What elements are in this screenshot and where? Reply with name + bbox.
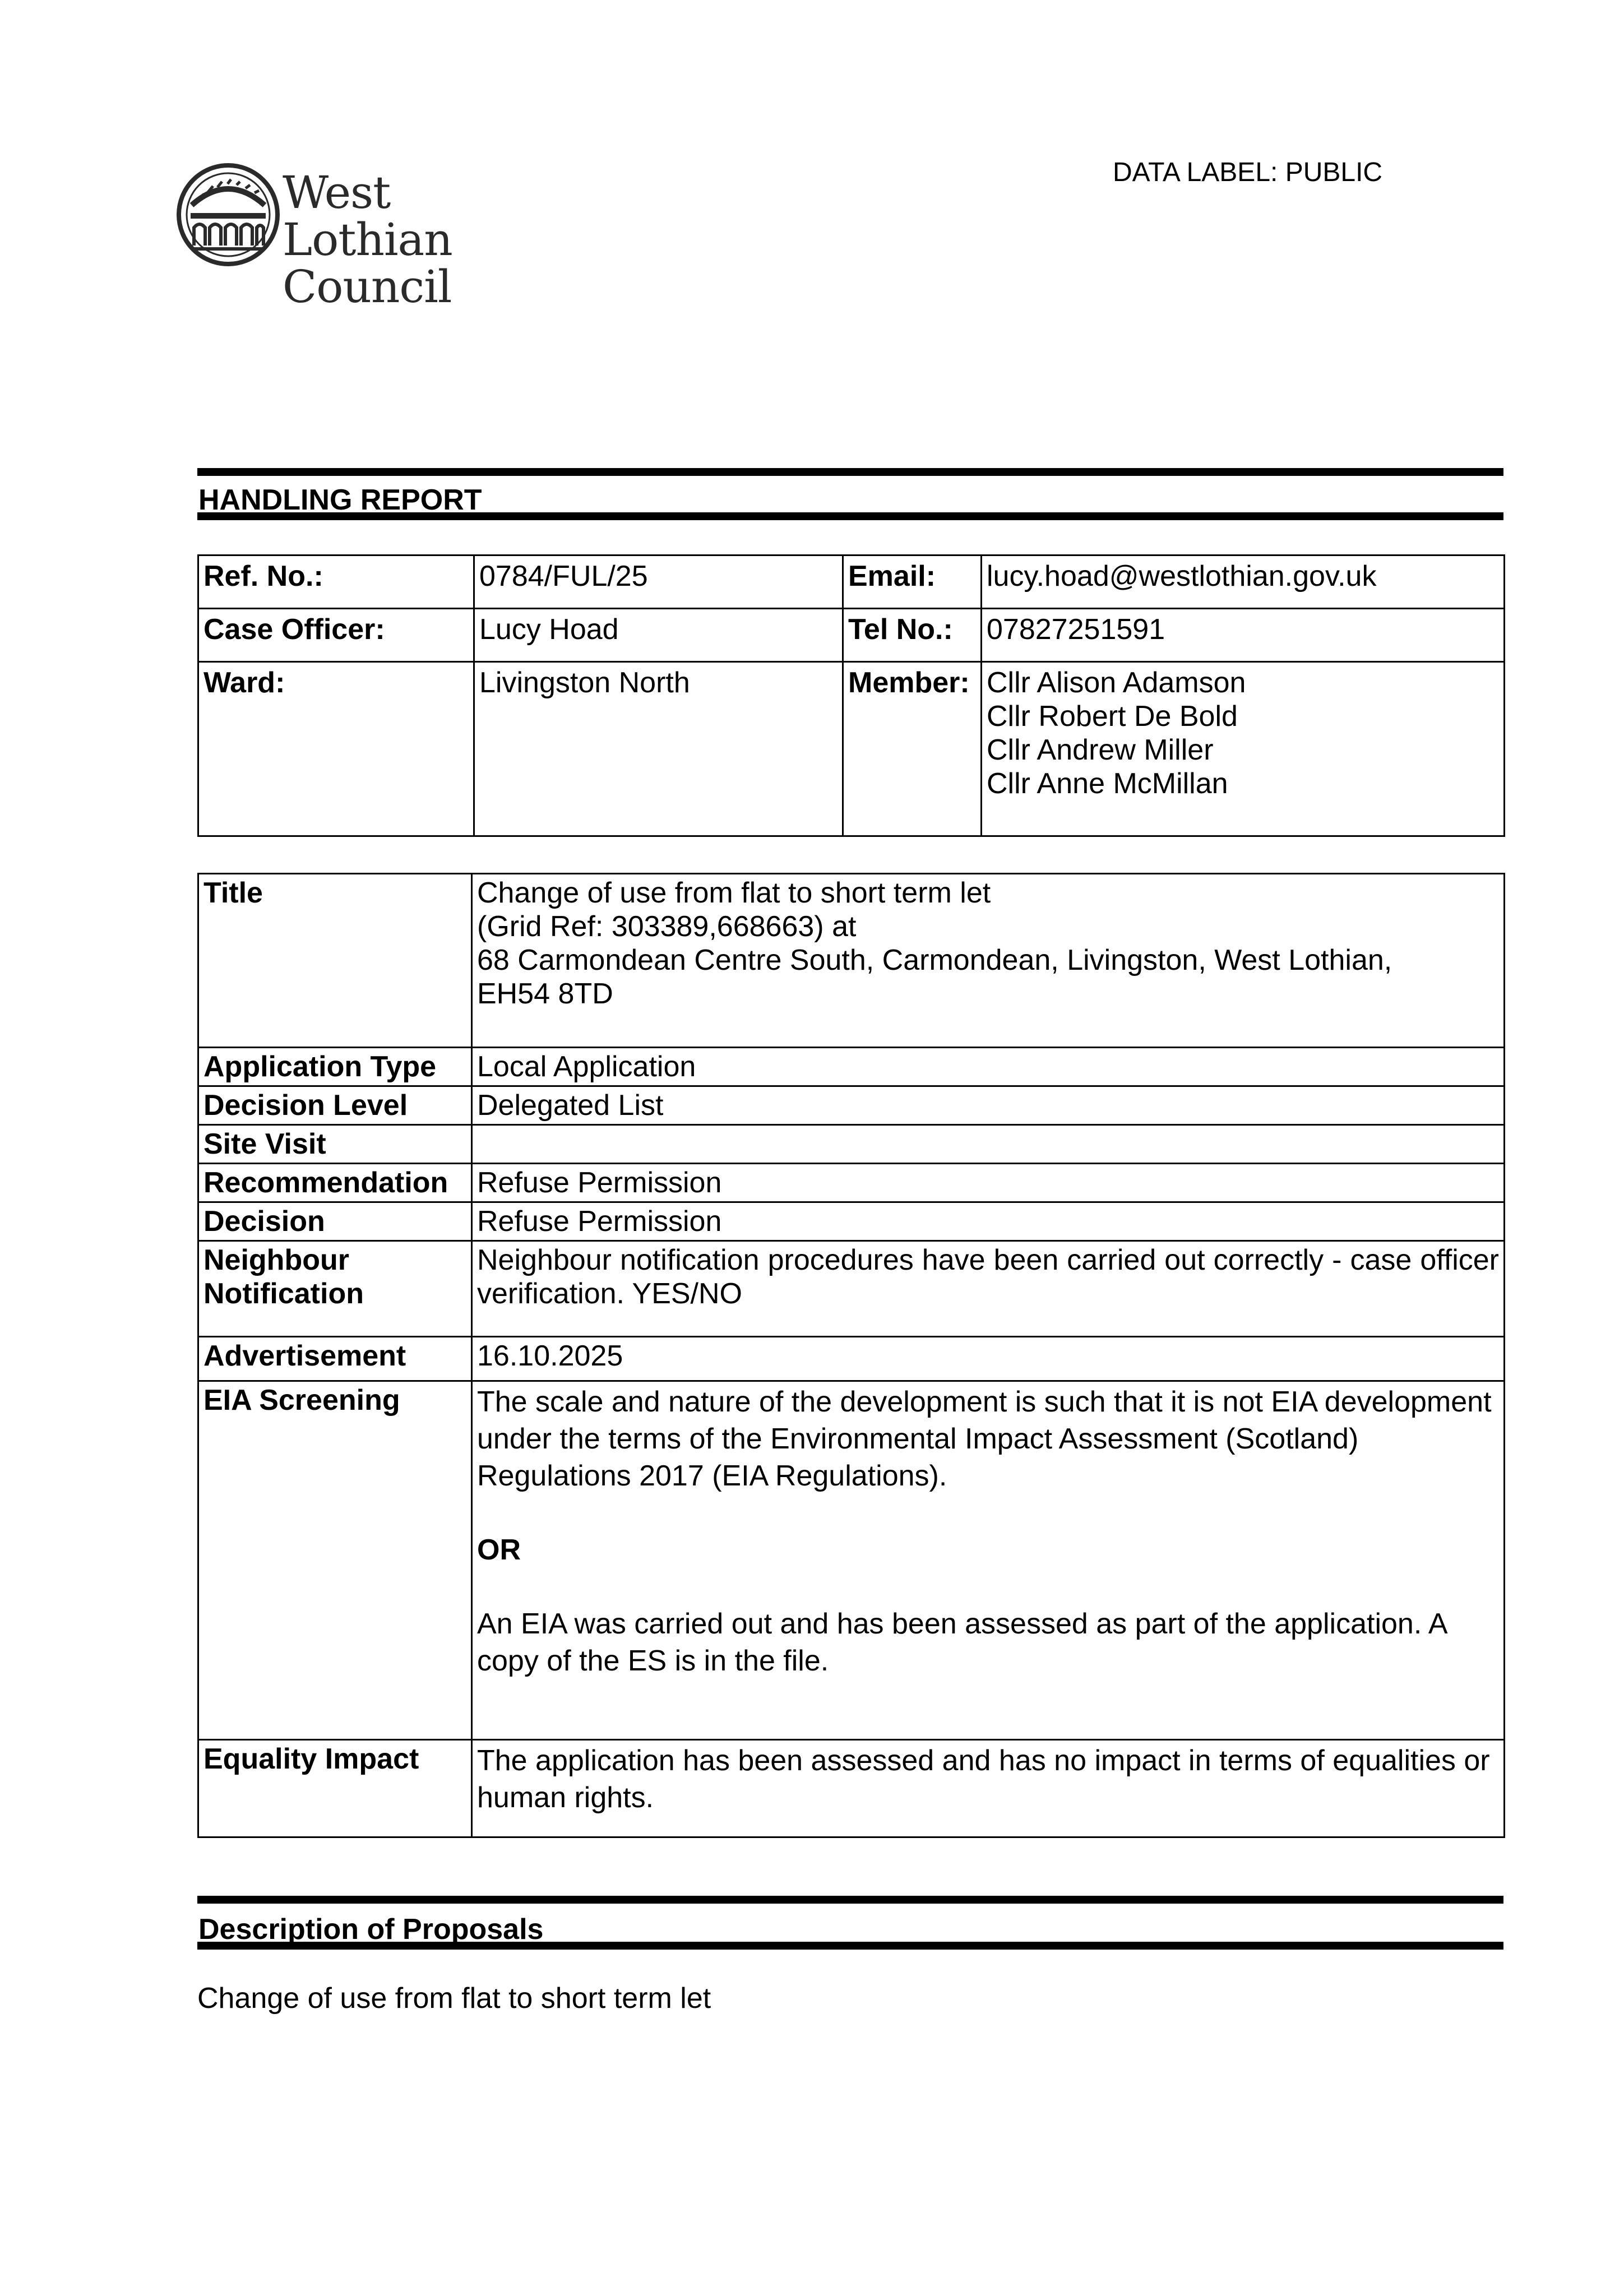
table-row [198, 1086, 1505, 1125]
eia-screening-value [472, 1381, 1505, 1740]
member-item: Cllr Alison Adamson [987, 666, 1246, 699]
neighbour-notification-label [198, 1241, 472, 1337]
application-type-value: Local Application [472, 1048, 1505, 1086]
viaduct-emblem-icon [175, 161, 281, 268]
email-value[interactable]: lucy.hoad@westlothian.gov.uk [982, 556, 1505, 609]
case-info-table [197, 554, 1505, 837]
table-row [198, 1048, 1505, 1086]
logo-line-2: Council [283, 261, 452, 313]
council-logo [175, 161, 556, 313]
recommendation-value: Refuse Permission [472, 1164, 1505, 1202]
title-value [472, 874, 1505, 1048]
description-text: Change of use from flat to short term let [197, 1982, 711, 2015]
description-heading: Description of Proposals [198, 1913, 544, 1946]
table-row [198, 1202, 1505, 1241]
decision-level-value: Delegated List [472, 1086, 1505, 1125]
table-row [198, 1164, 1505, 1202]
council-logo-wordmark [283, 166, 556, 313]
equality-impact-value [472, 1740, 1505, 1837]
table-row [198, 1381, 1505, 1740]
table-row [198, 662, 1505, 836]
application-type-label: Application Type [198, 1048, 472, 1086]
eia-or: OR [477, 1534, 521, 1566]
eia-paragraph-2: An EIA was carried out and has been assessed as part of the application. A copy of the ES is in the file. [477, 1608, 1446, 1677]
table-row [198, 609, 1505, 662]
title-line: Change of use from flat to short term let [477, 877, 991, 909]
eia-screening-label: EIA Screening [198, 1381, 472, 1740]
advertisement-value: 16.10.2025 [472, 1337, 1505, 1381]
member-item: Cllr Andrew Miller [987, 734, 1214, 766]
decision-value: Refuse Permission [472, 1202, 1505, 1241]
title-line: 68 Carmondean Centre South, Carmondean, Livingston, West Lothian, [477, 944, 1392, 976]
table-row [198, 874, 1505, 1048]
title-line: (Grid Ref: 303389,668663) at [477, 910, 857, 943]
case-officer-label: Case Officer: [198, 609, 474, 662]
members-list [982, 662, 1505, 836]
eia-paragraph-1: The scale and nature of the development is such that it is not EIA development under the terms of the Environmental Impact Assessment (Scotland) Regulations 2017 (EIA Regulations). [477, 1386, 1492, 1492]
tel-label: Tel No.: [843, 609, 982, 662]
recommendation-label: Recommendation [198, 1164, 472, 1202]
site-visit-label: Site Visit [198, 1125, 472, 1164]
advertisement-label: Advertisement [198, 1337, 472, 1381]
logo-line-1: West Lothian [283, 166, 452, 266]
neighbour-notification-value: Neighbour notification procedures have been carried out correctly - case officer verification. YES/NO [472, 1241, 1505, 1337]
member-item: Cllr Anne McMillan [987, 767, 1228, 800]
title-line: EH54 8TD [477, 978, 613, 1010]
title-label: Title [198, 874, 472, 1048]
member-item: Cllr Robert De Bold [987, 700, 1238, 733]
ward-label: Ward: [198, 662, 474, 836]
table-row [198, 1740, 1505, 1837]
ward-value: Livingston North [474, 662, 843, 836]
handling-report-header [197, 468, 1503, 520]
equality-impact-text: The application has been assessed and has no impact in terms of equalities or human rights. [477, 1744, 1490, 1814]
description-header [197, 1896, 1503, 1950]
equality-impact-label: Equality Impact [198, 1740, 472, 1837]
ref-value: 0784/FUL/25 [474, 556, 843, 609]
handling-report-heading: HANDLING REPORT [198, 484, 482, 516]
case-officer-value: Lucy Hoad [474, 609, 843, 662]
table-row [198, 1241, 1505, 1337]
email-label: Email: [843, 556, 982, 609]
member-label: Member: [843, 662, 982, 836]
ref-label: Ref. No.: [198, 556, 474, 609]
application-details-table [197, 873, 1505, 1838]
table-row [198, 1337, 1505, 1381]
neighbour-label-line-1: Neighbour [203, 1244, 349, 1276]
data-label: DATA LABEL: PUBLIC [1113, 158, 1383, 187]
site-visit-value [472, 1125, 1505, 1164]
table-row [198, 556, 1505, 609]
neighbour-label-line-2: Notification [203, 1277, 364, 1310]
table-row [198, 1125, 1505, 1164]
decision-level-label: Decision Level [198, 1086, 472, 1125]
decision-label: Decision [198, 1202, 472, 1241]
tel-value: 07827251591 [982, 609, 1505, 662]
